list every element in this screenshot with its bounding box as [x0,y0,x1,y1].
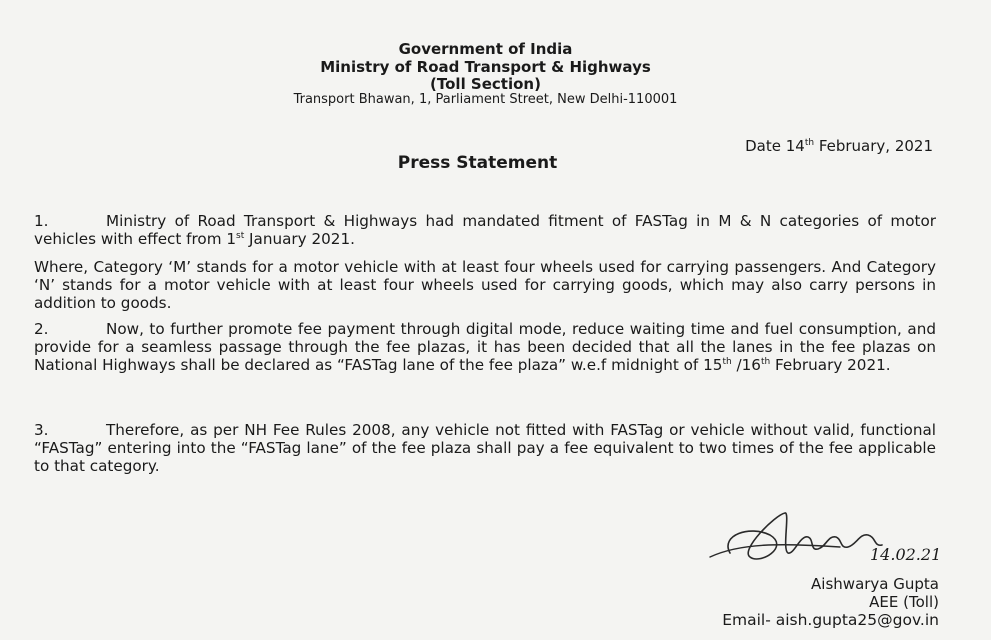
paragraph-number: 2. [34,320,49,338]
letterhead-ministry: Ministry of Road Transport & Highways [320,58,651,76]
letterhead-section: (Toll Section) [430,75,541,93]
paragraph-number: 1. [34,212,49,230]
signatory-email: Email- aish.gupta25@gov.in [722,611,939,629]
paragraph-number: 3. [34,421,49,439]
signatory-name: Aishwarya Gupta [811,575,939,593]
signatory-designation: AEE (Toll) [869,593,939,611]
page-title: Press Statement [397,153,558,173]
document-date: Date 14th February, 2021 [745,137,933,155]
letterhead-government: Government of India [398,40,573,58]
paragraph-3: 3. Therefore, as per NH Fee Rules 2008, any vehicle not fitted with FASTag or vehicle without valid, functional “FASTag” entering into the “FASTag lane” of the fee plaza shall pay a fee equivalent to two times of the fee applicable to that category. [34,421,936,475]
paragraph-definitions: Where, Category ‘M’ stands for a motor vehicle with at least four wheels used for carrying passengers. And Category ‘N’ stands for a motor vehicle with at least four wheels used for carrying goods, which may also carry persons in addition to goods. [34,258,936,312]
signature-date: 14.02.21 [870,545,942,564]
letterhead-address: Transport Bhawan, 1, Parliament Street, New Delhi-110001 [293,92,678,107]
paragraph-2: 2. Now, to further promote fee payment through digital mode, reduce waiting time and fuel consumption, and provide for a seamless passage through the fee plazas, it has been decided that all the lanes in the fee plazas on National Highways shall be declared as “FASTag lane of the fee plaza” w.e.f midnight of 15th /16th February 2021. [34,320,936,374]
paragraph-1: 1. Ministry of Road Transport & Highways had mandated fitment of FASTag in M & N categories of motor vehicles with effect from 1st January 2021. [34,212,936,248]
